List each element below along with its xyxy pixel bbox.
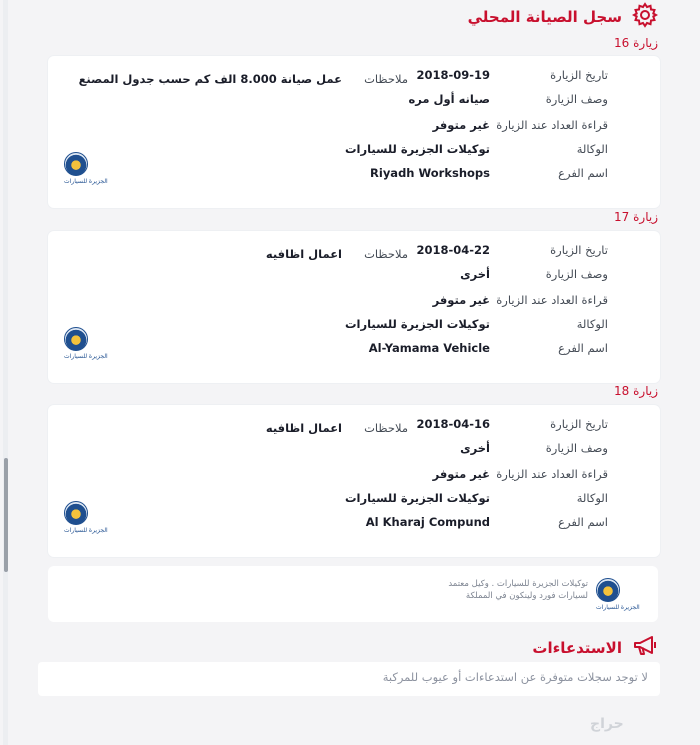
agency-label: الوكالة — [576, 142, 608, 156]
date-label: تاريخ الزيارة — [550, 68, 608, 82]
scrollbar-track[interactable] — [3, 0, 8, 745]
desc-label: وصف الزيارة — [545, 92, 608, 106]
desc-value: صيانه أول مره — [408, 92, 490, 106]
maintenance-section-header — [468, 2, 658, 32]
date-value: 2018-09-19 — [416, 68, 490, 82]
agency-label: الوكالة — [576, 317, 608, 331]
branch-value: Al-Yamama Vehicle — [368, 341, 490, 355]
dealer-logo: الجزيرة للسيارات — [64, 327, 90, 360]
maintenance-section-title: سجل الصيانة المحلي — [467, 8, 622, 26]
desc-label: وصف الزيارة — [545, 267, 608, 281]
dealer-logo: الجزيرة للسيارات — [596, 578, 622, 611]
recalls-section-header — [532, 633, 658, 663]
odometer-label: قراءة العداد عند الزيارة — [496, 467, 608, 481]
notes-label: ملاحظات — [364, 247, 408, 261]
desc-label: وصف الزيارة — [545, 441, 608, 455]
branch-label: اسم الفرع — [558, 515, 608, 529]
dealer-info-card — [48, 566, 658, 622]
visit-card — [48, 56, 660, 208]
recalls-section-title: الاستدعاءات — [532, 639, 622, 657]
branch-label: اسم الفرع — [558, 166, 608, 180]
date-value: 2018-04-22 — [416, 243, 490, 257]
visit-label: زيارة 17 — [614, 210, 658, 224]
dealer-logo: الجزيرة للسيارات — [64, 152, 90, 185]
visit-label: زيارة 18 — [614, 384, 658, 398]
gear-icon — [632, 2, 658, 32]
desc-value: أخرى — [460, 441, 490, 455]
scrollbar-thumb[interactable] — [4, 458, 8, 572]
visit-card — [48, 405, 660, 557]
odometer-label: قراءة العداد عند الزيارة — [496, 293, 608, 307]
date-value: 2018-04-16 — [416, 417, 490, 431]
agency-value: توكيلات الجزيرة للسيارات — [344, 317, 490, 331]
agency-value: توكيلات الجزيرة للسيارات — [344, 491, 490, 505]
date-label: تاريخ الزيارة — [550, 417, 608, 431]
agency-label: الوكالة — [576, 491, 608, 505]
notes-value: عمل صيانة 8.000 الف كم حسب جدول المصنع — [78, 72, 342, 86]
visit-label: زيارة 16 — [614, 36, 658, 50]
odometer-value: غير متوفر — [432, 293, 490, 307]
odometer-label: قراءة العداد عند الزيارة — [496, 118, 608, 132]
odometer-value: غير متوفر — [432, 467, 490, 481]
odometer-value: غير متوفر — [432, 118, 490, 132]
notes-label: ملاحظات — [364, 72, 408, 86]
dealer-info-text: توكيلات الجزيرة للسيارات . وكيل معتمد لسيارات فورد ولينكون في المملكة — [448, 579, 588, 601]
notes-value: اعمال اظافيه — [265, 421, 342, 435]
megaphone-icon — [632, 634, 658, 662]
branch-label: اسم الفرع — [558, 341, 608, 355]
recalls-empty-state: لا توجد سجلات متوفرة عن استدعاءات أو عيوب للمركبة — [38, 662, 660, 696]
watermark-logo: حراج — [590, 716, 624, 732]
notes-label: ملاحظات — [364, 421, 408, 435]
branch-value: Al Kharaj Compund — [365, 515, 490, 529]
agency-value: توكيلات الجزيرة للسيارات — [344, 142, 490, 156]
dealer-logo: الجزيرة للسيارات — [64, 501, 90, 534]
visit-card — [48, 231, 660, 383]
branch-value: Riyadh Workshops — [370, 166, 490, 180]
desc-value: أخرى — [460, 267, 490, 281]
notes-value: اعمال اظافيه — [265, 247, 342, 261]
date-label: تاريخ الزيارة — [550, 243, 608, 257]
